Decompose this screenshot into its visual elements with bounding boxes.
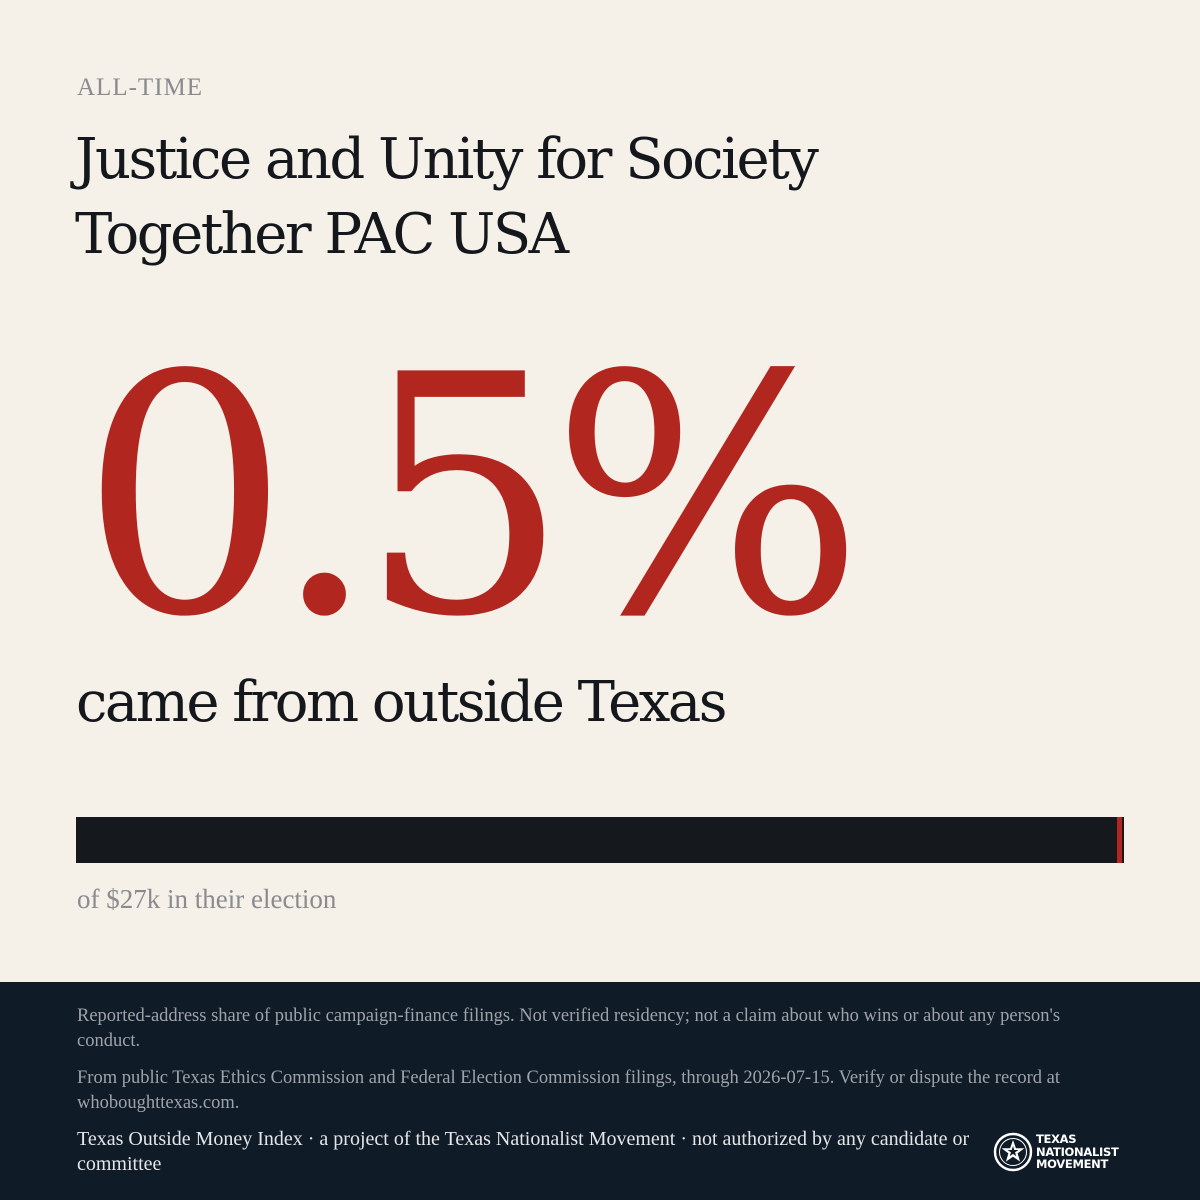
star-seal-icon [993,1132,1033,1172]
source-text: From public Texas Ethics Commission and Federal Election Commission filings, through 2026-07-15. Verify or dispute the record at whoboughttexas.com. [77,1068,1061,1113]
outside-share-figure: 0.5% [80,305,847,689]
disclaimer-text: Reported-address share of public campaign-finance filings. Not verified residency; not a claim about who wins or about any person's conduct. [77,1006,1061,1051]
period-kicker: ALL-TIME [77,74,204,101]
share-subline: came from outside Texas [76,670,725,735]
bar-caption: of $27k in their election [77,884,337,914]
tnm-logo [993,1131,1123,1173]
share-bar [76,817,1124,863]
outside-share-fill [1117,817,1122,863]
logo-line-2: NATIONALIST [1036,1144,1119,1159]
logo-line-1: TEXAS [1036,1132,1077,1146]
logo-line-3: MOVEMENT [1036,1157,1109,1171]
credit-text: Texas Outside Money Index · a project of the Texas Nationalist Movement · not authorized by any candidate or committee [77,1128,970,1175]
logo-wordmark [1036,1133,1119,1171]
committee-title: Justice and Unity for Society Together PAC USA [75,127,817,267]
